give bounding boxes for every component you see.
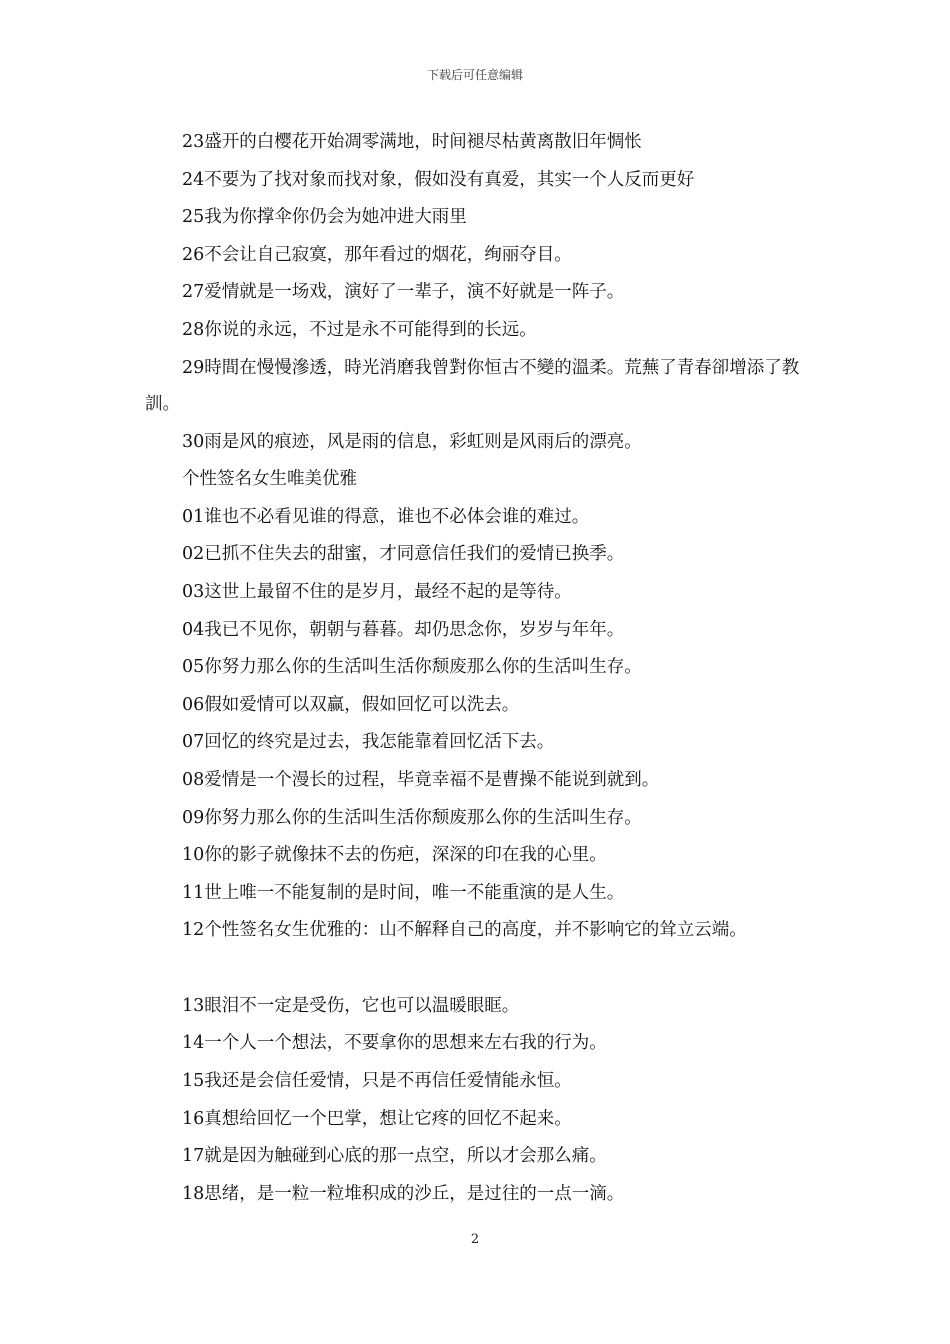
text-line: 15我还是会信任爱情，只是不再信任爱情能永恒。	[182, 1071, 572, 1092]
text-line: 08爱情是一个漫长的过程，毕竟幸福不是曹操不能说到就到。	[182, 769, 660, 790]
text-line: 24不要为了找对象而找对象，假如没有真爱，其实一个人反而更好	[182, 169, 695, 190]
blank-line	[145, 950, 815, 988]
text-line: 16真想给回忆一个巴掌，想让它疼的回忆不起来。	[182, 1108, 572, 1129]
text-line: 13眼泪不一定是受伤，它也可以温暖眼眶。	[182, 995, 520, 1016]
text-line: 23盛开的白樱花开始凋零满地，时间褪尽枯黄离散旧年惆怅	[182, 132, 642, 152]
text-line: 26不会让自己寂寞，那年看过的烟花，绚丽夺目。	[182, 244, 572, 265]
text-line: 02已抓不住失去的甜蜜，才同意信任我们的爱情已换季。	[182, 544, 625, 565]
text-line: 05你努力那么你的生活叫生活你颓废那么你的生活叫生存。	[182, 657, 642, 678]
text-line: 04我已不见你，朝朝与暮暮。却仍思念你，岁岁与年年。	[182, 619, 625, 640]
text-line: 01谁也不必看见谁的得意，谁也不必体会谁的难过。	[182, 506, 590, 527]
text-line: 28你说的永远，不过是永不可能得到的长远。	[182, 319, 537, 340]
text-line: 25我为你撑伞你仍会为她冲进大雨里	[182, 207, 467, 228]
text-line: 14一个人一个想法，不要拿你的思想来左右我的行为。	[182, 1033, 607, 1054]
text-line: 11世上唯一不能复制的是时间，唯一不能重演的是人生。	[182, 882, 625, 903]
body-text	[145, 124, 815, 1213]
text-line: 12个性签名女生优雅的：山不解释自己的高度，并不影响它的耸立云端。	[182, 920, 747, 941]
text-line: 06假如爱情可以双赢，假如回忆可以洗去。	[182, 694, 520, 715]
page-header: 下载后可任意编辑	[426, 68, 523, 82]
text-line: 30雨是风的痕迹，风是雨的信息，彩虹则是风雨后的漂亮。	[182, 431, 642, 452]
section-heading: 个性签名女生唯美优雅	[182, 469, 357, 490]
text-line: 17就是因为触碰到心底的那一点空，所以才会那么痛。	[182, 1146, 607, 1167]
text-line: 03这世上最留不住的是岁月，最经不起的是等待。	[182, 581, 572, 602]
text-line: 18思绪，是一粒一粒堆积成的沙丘，是过往的一点一滴。	[182, 1183, 625, 1204]
text-line: 10你的影子就像抹不去的伤疤，深深的印在我的心里。	[182, 845, 607, 866]
text-line: 07回忆的终究是过去，我怎能靠着回忆活下去。	[182, 732, 555, 753]
page-number: 2	[470, 1232, 480, 1247]
text-line: 27爱情就是一场戏，演好了一辈子，演不好就是一阵子。	[182, 282, 625, 303]
text-line: 09你努力那么你的生活叫生活你颓废那么你的生活叫生存。	[182, 807, 642, 828]
text-line: 29時間在慢慢滲透，時光消磨我曾對你恒古不變的溫柔。荒蕪了青春卻增添了教訓。	[145, 357, 800, 414]
